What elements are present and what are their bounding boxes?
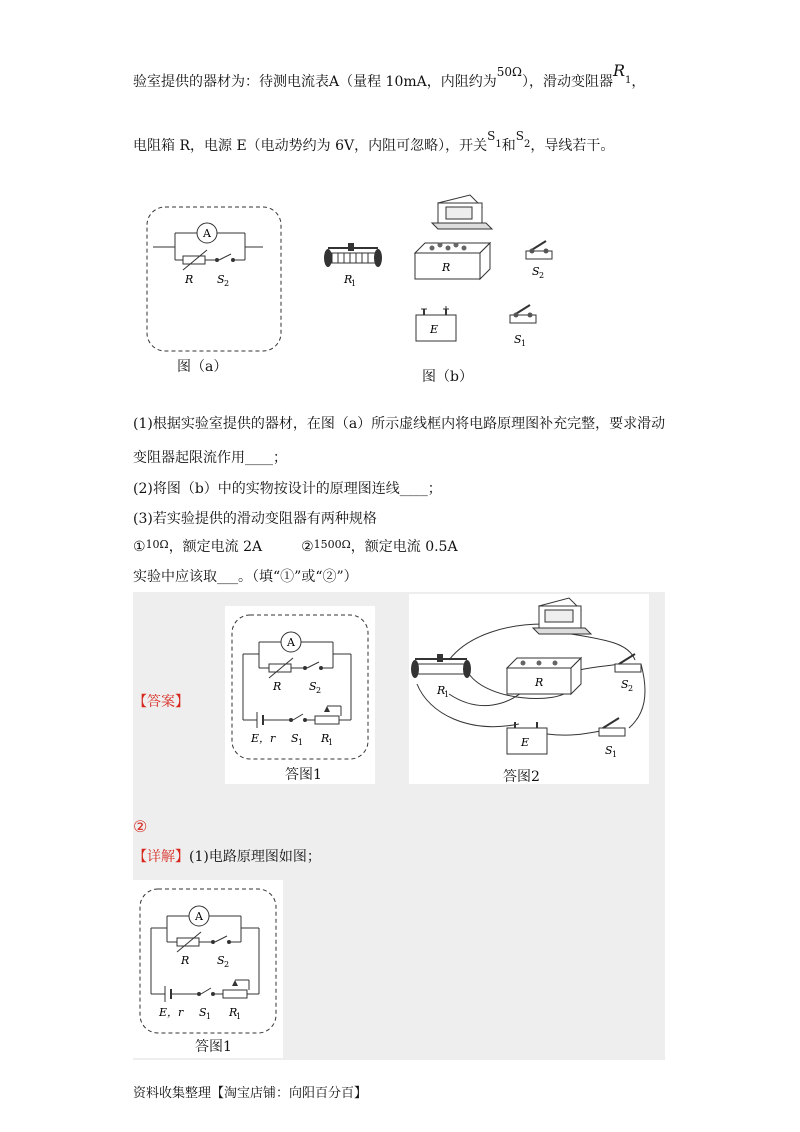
question-3: (3)若实验提供的滑动变阻器有两种规格 (133, 511, 377, 527)
rheostat-device (324, 243, 382, 288)
switch-s2-label: S (217, 954, 225, 967)
rheostat-label: R (437, 684, 446, 697)
rheostat-label: R (344, 273, 353, 286)
resistance-box-label: R (442, 261, 451, 274)
switch-s1-device (510, 305, 536, 348)
battery-label: E (430, 323, 439, 336)
rheostat-device (411, 654, 471, 699)
resistance-value: 50Ω (496, 65, 522, 79)
detail-text: (1)电路原理图如图； (189, 849, 321, 865)
rheostat-label: R (229, 1006, 238, 1019)
switch-s2-sub: 2 (539, 271, 545, 280)
rheostat-sub: 1 (444, 690, 450, 699)
option-2-text: ，额定电流 0.5A (350, 539, 458, 555)
answer-label: 【答案】 (133, 694, 189, 710)
option-1-mark: ① (133, 539, 146, 555)
rheostat-sub: 1 (328, 738, 334, 747)
rheostat-sub: 1 (351, 279, 357, 288)
question-3-prompt: 实验中应该取___。（填“①”或“②”） (133, 569, 358, 585)
switch-s1-device (599, 718, 625, 759)
switch-s2-device (526, 241, 552, 280)
ammeter-device (432, 195, 492, 229)
question-2: (2)将图（b）中的实物按设计的原理图连线____； (133, 481, 442, 497)
switch-s1-sub: 1 (206, 1012, 212, 1021)
switch-s1-label: S (514, 333, 522, 346)
switch-s2-sub: 2 (224, 960, 230, 969)
figure-a-caption: 图（a） (177, 359, 228, 375)
question-1-line-b: 变阻器起限流作用____； (133, 450, 287, 466)
rheostat-symbol: R (612, 61, 626, 80)
battery-device (507, 722, 547, 754)
switch-s2-label: S (621, 678, 629, 691)
resistor-box-label: R (181, 954, 190, 967)
intro-text: 电阻箱 R，电源 E（电动势约为 6V，内阻可忽略），开关 (133, 138, 488, 154)
switch-s2-sub: 2 (316, 686, 322, 695)
intro-text: 验室提供的器材为：待测电流表A（量程 10mA，内阻约为 (133, 74, 497, 90)
switch-s2-label: S (217, 273, 225, 286)
switch-s1-label: S (605, 744, 613, 757)
battery-label: E，r (251, 732, 276, 745)
resistance-box-label: R (535, 676, 544, 689)
detail-figure-caption: 答图1 (195, 1039, 232, 1055)
detail-line (133, 848, 321, 866)
footer-text: 资料收集整理【淘宝店铺：向阳百分百】 (133, 1086, 368, 1101)
intro-text: ， (631, 74, 646, 90)
battery-device (416, 306, 456, 341)
switch-s2-label: S (532, 265, 540, 278)
switch-s2-symbol: S (515, 129, 524, 143)
resistor-box-label: R (273, 680, 282, 693)
battery-label: E (521, 736, 530, 749)
answer-figure-2-caption: 答图2 (503, 769, 540, 785)
option-2-mark: ② (301, 539, 314, 555)
ammeter-label: A (287, 636, 295, 649)
answer-figure-2 (409, 594, 649, 764)
switch-s2-device (615, 654, 641, 693)
rheostat-sub: 1 (236, 1012, 242, 1021)
option-1-value: 10Ω (145, 538, 169, 551)
ammeter-label: A (195, 910, 203, 923)
question-3-options (133, 538, 458, 557)
answer-figure-1 (229, 612, 371, 764)
switch-s1-symbol: S (487, 129, 496, 143)
figure-b (320, 185, 570, 360)
ammeter-label: A (203, 227, 211, 240)
switch-s2-sub: 2 (224, 279, 230, 288)
detail-figure (137, 886, 279, 1038)
switch-s2-subscript: 2 (523, 139, 531, 150)
answer-q3: ② (133, 817, 148, 836)
figure-a (145, 205, 285, 355)
figure-b-caption: 图（b） (422, 369, 473, 385)
battery-label: E，r (159, 1006, 184, 1019)
resistance-box-device (507, 658, 581, 694)
intro-line-2 (133, 129, 615, 160)
switch-s1-sub: 1 (612, 750, 618, 759)
intro-text: ），滑动变阻器 (521, 74, 613, 90)
resistor-box-label: R (185, 273, 194, 286)
switch-s2-sub: 2 (628, 684, 634, 693)
switch-s1-sub: 1 (298, 738, 304, 747)
switch-s1-subscript: 1 (495, 139, 502, 150)
rheostat-label: R (321, 732, 330, 745)
intro-text: 和 (501, 138, 516, 154)
answer-figure-1-caption: 答图1 (285, 767, 322, 783)
option-2-value: 1500Ω (313, 538, 351, 551)
intro-text: ，导线若干。 (530, 138, 615, 154)
detail-label: 【详解】 (133, 849, 189, 865)
switch-s1-sub: 1 (521, 339, 527, 348)
switch-s1-label: S (199, 1006, 207, 1019)
rheostat-subscript: 1 (625, 75, 632, 86)
option-1-text: ，额定电流 2A (168, 539, 263, 555)
question-1-line-a: (1)根据实验室提供的器材，在图（a）所示虚线框内将电路原理图补充完整，要求滑动 (133, 416, 666, 432)
ammeter-device (533, 598, 591, 634)
switch-s2-label: S (309, 680, 317, 693)
resistance-box-device (415, 243, 490, 280)
intro-line-1 (133, 61, 646, 96)
switch-s1-label: S (291, 732, 299, 745)
